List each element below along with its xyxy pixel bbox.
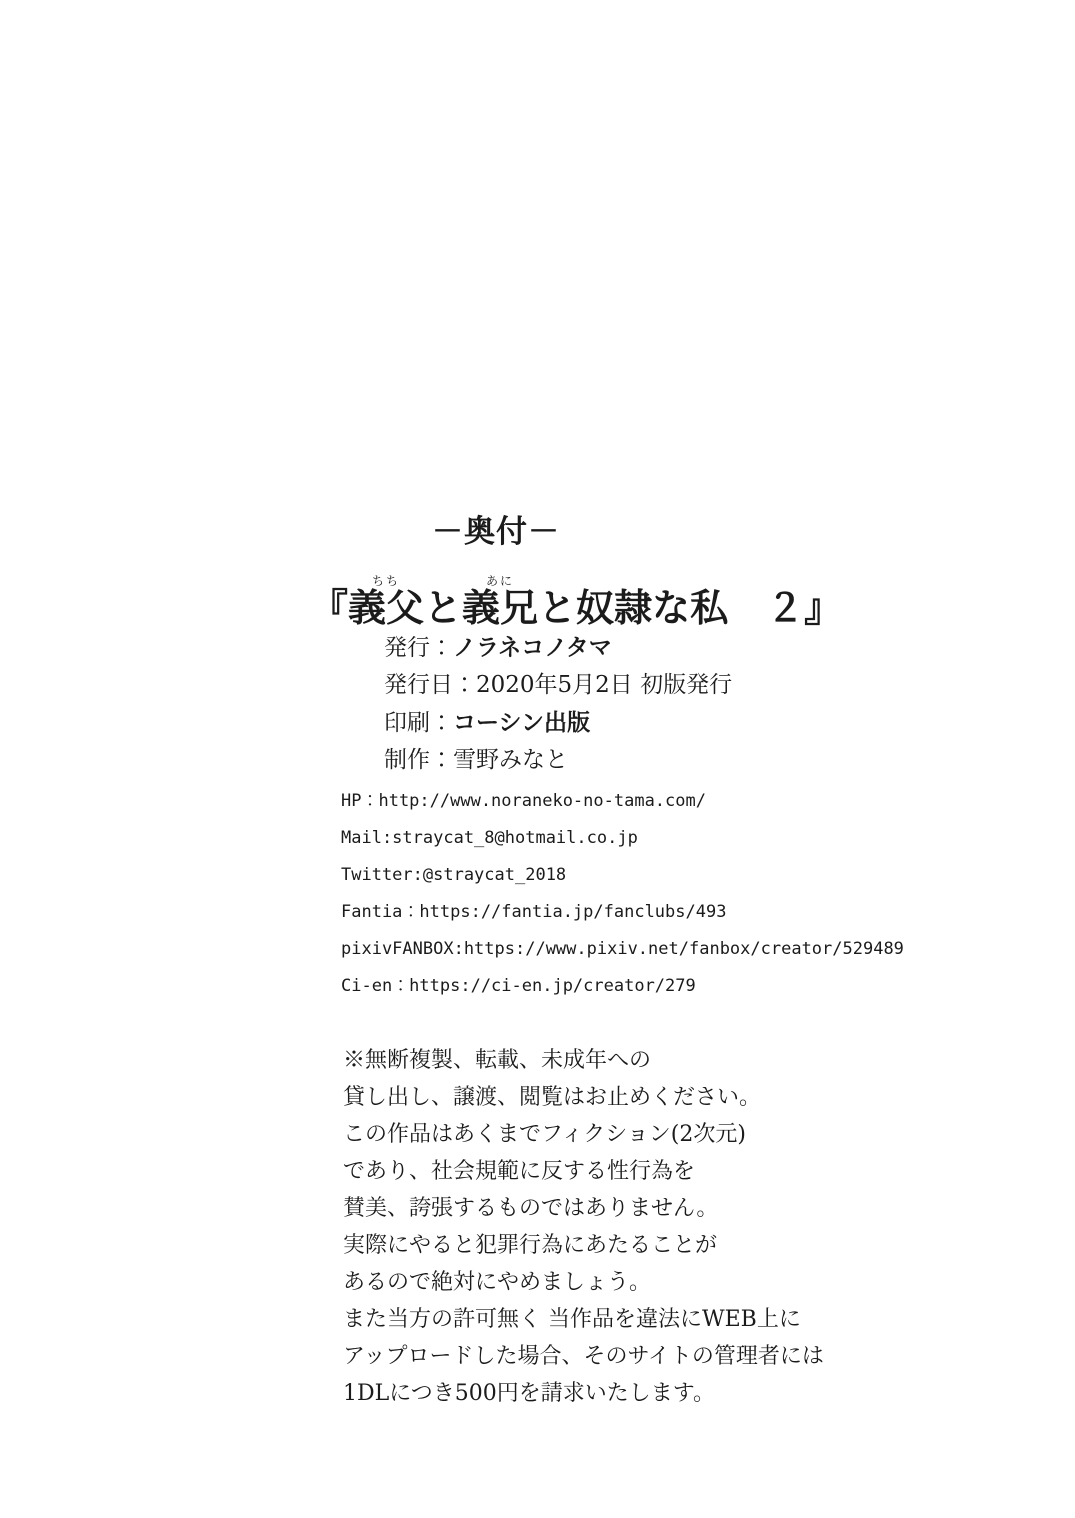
title-word2-furigana: あに (462, 574, 539, 588)
publication-label: 印刷： (384, 710, 453, 736)
title-rest: と奴隷な私 ２』 (538, 585, 843, 630)
publication-block (384, 629, 732, 779)
title-word1-furigana: ちち (348, 574, 425, 588)
contact-line-twitter: Twitter:@straycat_2018 (341, 865, 567, 885)
title-word-stepbrother (462, 574, 539, 630)
contact-line-pixiv-fanbox: pixivFANBOX:https://www.pixiv.net/fanbox/creator/529489 (341, 939, 904, 959)
publication-row-creator (384, 742, 732, 779)
disclaimer-line: 1DLにつき500円を請求いたします。 (343, 1381, 716, 1406)
publication-value: コーシン出版 (453, 709, 590, 736)
colophon-header: －奥付－ (432, 514, 560, 550)
publication-label: 発行： (384, 635, 453, 661)
disclaimer-line: 実際にやると犯罪行為にあたることが (343, 1233, 718, 1258)
disclaimer-line: 賛美、誇張するものではありません。 (343, 1196, 719, 1221)
contact-line-fantia: Fantia：https://fantia.jp/fanclubs/493 (341, 902, 727, 922)
publication-value: 雪野みなと (453, 747, 568, 773)
contact-line-mail: Mail:straycat_8@hotmail.co.jp (341, 828, 638, 848)
publication-label: 制作： (384, 747, 453, 773)
disclaimer-line: また当方の許可無く 当作品を違法にWEB上に (343, 1307, 801, 1332)
disclaimer-block (343, 1042, 824, 1412)
title-word1-base: 義父 (348, 585, 425, 630)
contacts-block (341, 783, 904, 1005)
contact-line-hp: HP：http://www.noraneko-no-tama.com/ (341, 791, 706, 811)
publication-label: 発行日： (384, 672, 476, 698)
publication-value: 2020年5月2日 初版発行 (476, 672, 733, 698)
title-open-bracket: 『 (310, 585, 349, 630)
disclaimer-line: であり、社会規範に反する性行為を (343, 1159, 696, 1184)
book-title (310, 574, 842, 628)
disclaimer-line: あるので絶対にやめましょう。 (343, 1270, 652, 1295)
disclaimer-line: アップロードした場合、そのサイトの管理者には (343, 1344, 824, 1369)
title-word2-base: 義兄 (462, 585, 539, 630)
title-word-stepfather (348, 574, 425, 630)
publication-row-publisher (384, 629, 732, 667)
disclaimer-line: 貸し出し、譲渡、閲覧はお止めください。 (343, 1085, 762, 1110)
publication-row-printer (384, 704, 732, 742)
contact-line-ci-en: Ci-en：https://ci-en.jp/creator/279 (341, 976, 696, 996)
publication-row-date (384, 667, 732, 704)
disclaimer-line: この作品はあくまでフィクション(2次元) (343, 1122, 746, 1147)
publication-value: ノラネコノタマ (453, 634, 612, 661)
disclaimer-line: ※無断複製、転載、未成年への (343, 1048, 652, 1073)
title-connector1: と (424, 585, 463, 630)
